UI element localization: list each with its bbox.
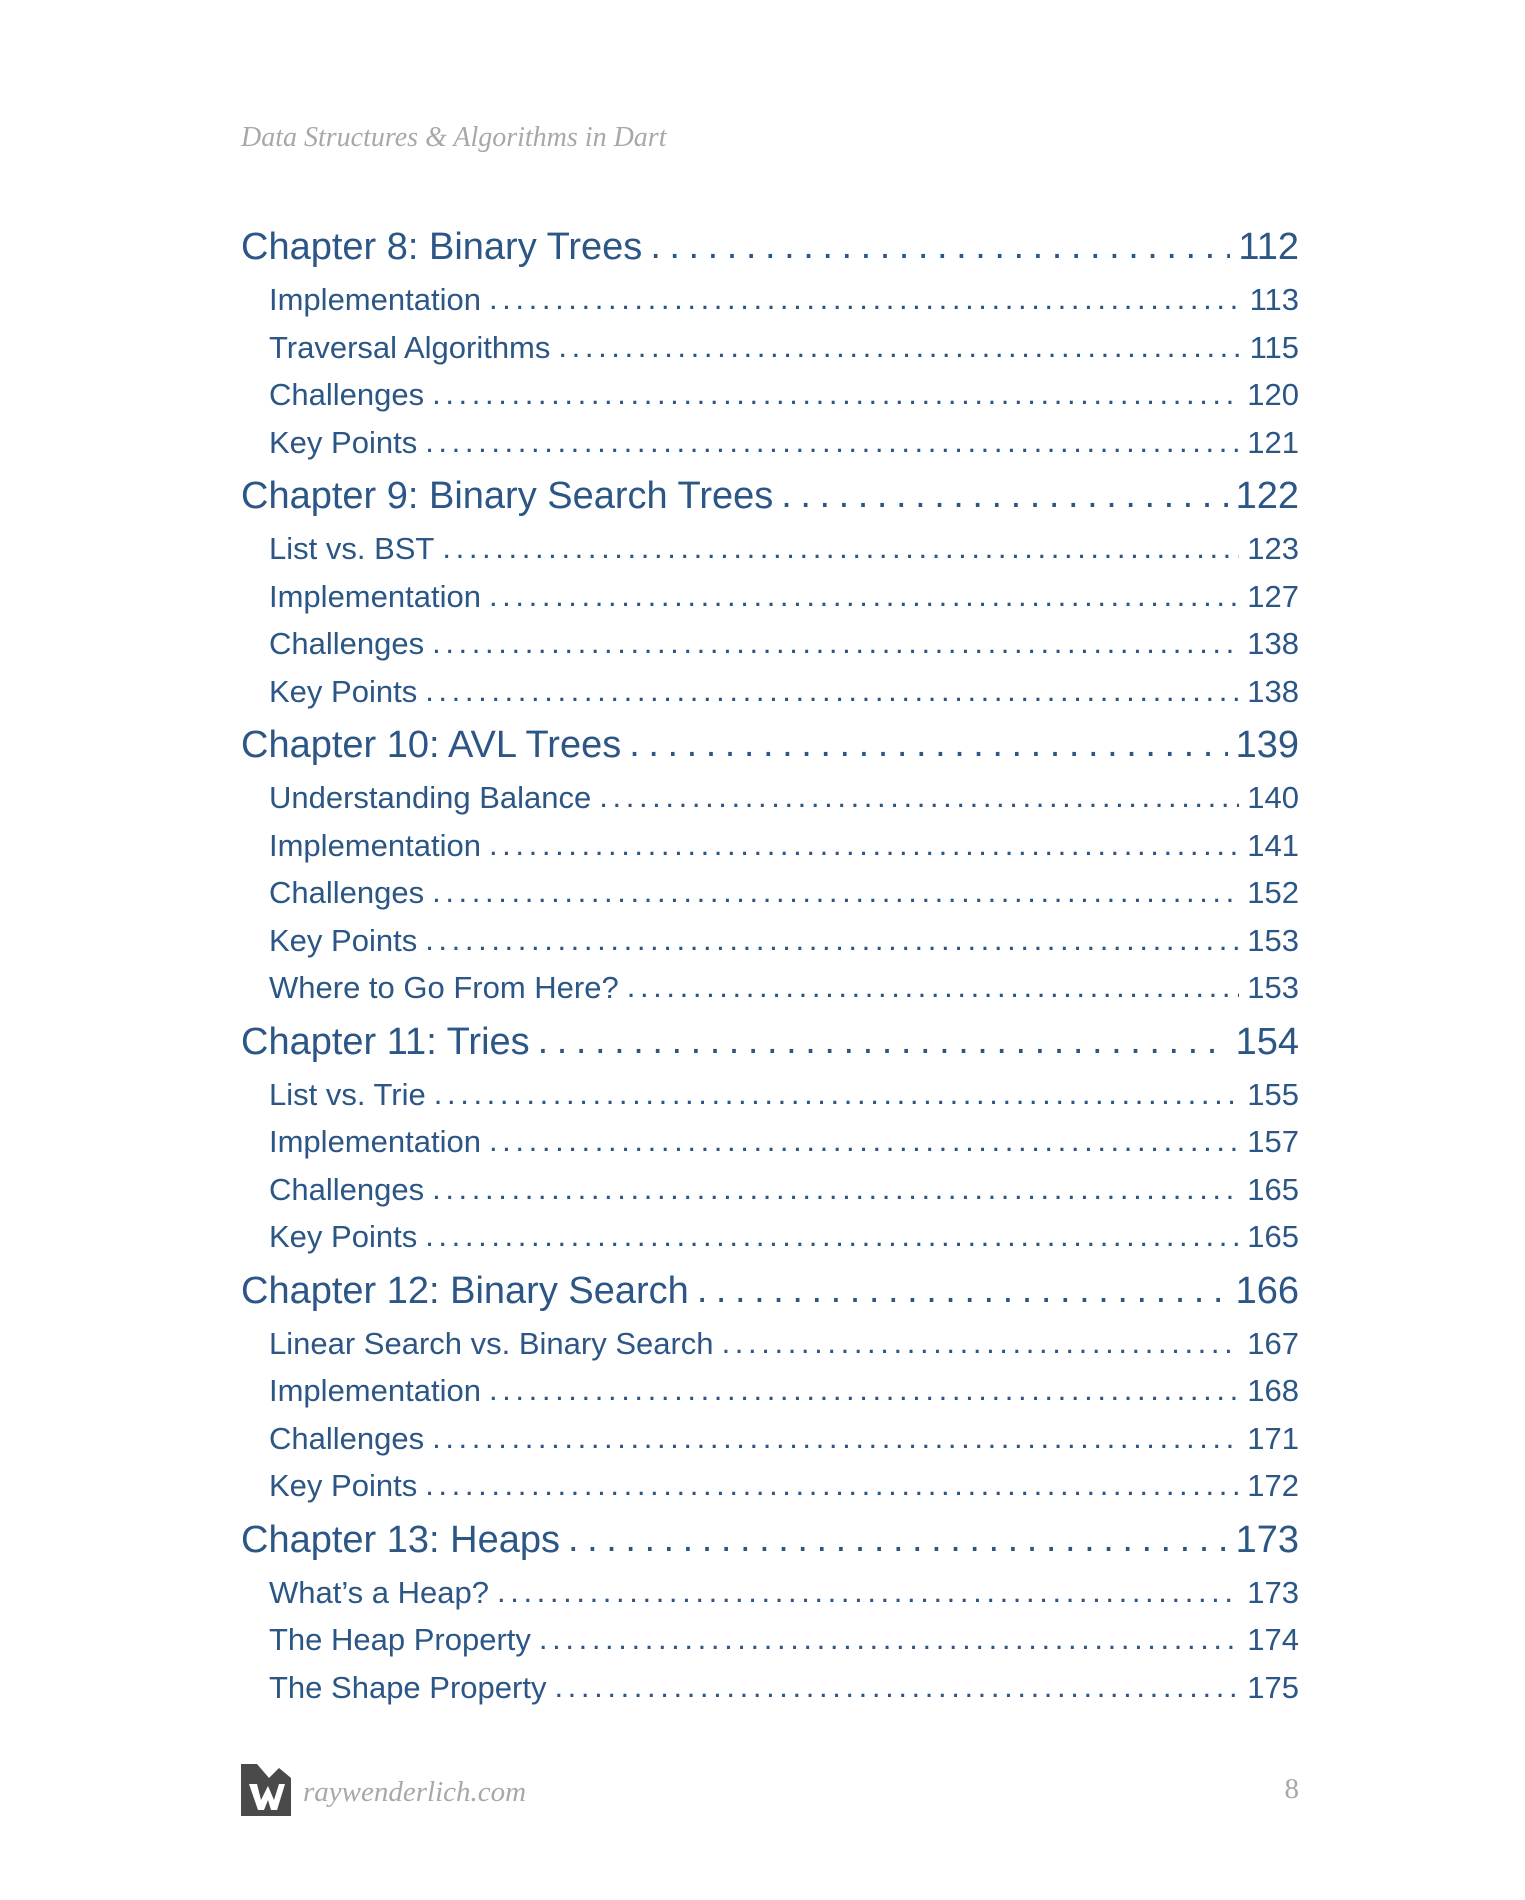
toc-section-link[interactable] [241, 1670, 1299, 1718]
toc-section-link[interactable] [241, 425, 1299, 473]
toc-section-title: Linear Search vs. Binary Search [269, 1325, 714, 1361]
toc-section-link[interactable] [241, 626, 1299, 674]
toc-section-page: 171 [1247, 1420, 1299, 1456]
toc-section-page: 153 [1247, 970, 1299, 1005]
toc-section-title: List vs. Trie [269, 1076, 426, 1112]
toc-chapter [241, 1270, 1299, 1516]
dot-leader [558, 329, 1241, 365]
toc-section-title: Where to Go From Here? [269, 970, 619, 1005]
toc-section-title: Key Points [269, 1219, 418, 1254]
toc-section-title: Key Points [269, 1468, 418, 1503]
dot-leader [434, 1076, 1240, 1112]
dot-leader [425, 922, 1239, 958]
toc-section-link[interactable] [241, 1172, 1299, 1220]
toc-section-page: 140 [1247, 780, 1299, 815]
dot-leader [697, 1269, 1228, 1312]
toc-section-title: Challenges [269, 377, 425, 412]
toc-section-title: Implementation [269, 1124, 481, 1159]
toc-section-title: Traversal Algorithms [269, 329, 551, 365]
toc-section-page: 113 [1249, 282, 1299, 317]
toc-chapter-title: Chapter 9: Binary Search Trees [241, 475, 774, 517]
dot-leader [781, 474, 1227, 517]
dot-leader [432, 1171, 1239, 1207]
dot-leader [629, 723, 1227, 766]
toc-section-title: Implementation [269, 827, 481, 863]
dot-leader [627, 969, 1240, 1005]
toc-section-page: 174 [1247, 1622, 1299, 1657]
dot-leader [722, 1325, 1240, 1361]
toc-section-title: Implementation [269, 1373, 481, 1408]
toc-chapter-link[interactable] [241, 1519, 1299, 1575]
toc-section-link[interactable] [241, 330, 1299, 378]
toc-section-link[interactable] [241, 282, 1299, 330]
toc-section-title: The Heap Property [269, 1622, 531, 1657]
toc-chapter-page: 139 [1235, 724, 1299, 766]
dot-leader [432, 874, 1239, 910]
toc-section-page: 173 [1247, 1574, 1299, 1610]
toc-section-page: 152 [1247, 875, 1299, 910]
toc-section-page: 165 [1247, 1219, 1299, 1254]
dot-leader [425, 673, 1239, 709]
toc-chapter-title: Chapter 13: Heaps [241, 1518, 560, 1561]
toc-section-link[interactable] [241, 1077, 1299, 1125]
toc-chapter [241, 1519, 1299, 1718]
toc-section-title: Challenges [269, 875, 425, 910]
toc-section-list [241, 780, 1299, 1018]
toc-section-page: 123 [1247, 531, 1299, 566]
toc-section-link[interactable] [241, 531, 1299, 579]
dot-leader [425, 424, 1239, 460]
toc-chapter-page: 112 [1238, 226, 1299, 268]
toc-section-title: List vs. BST [269, 531, 435, 566]
page-number: 8 [1284, 1773, 1299, 1805]
toc-chapter-link[interactable] [241, 1021, 1299, 1077]
toc-section-page: 121 [1247, 424, 1299, 460]
dot-leader [650, 225, 1230, 268]
toc-section-page: 120 [1247, 377, 1299, 412]
raywenderlich-logo-icon [241, 1764, 291, 1816]
dot-leader [489, 1123, 1239, 1159]
toc-chapter [241, 475, 1299, 721]
toc-section-title: Challenges [269, 1171, 425, 1207]
dot-leader [489, 281, 1242, 317]
footer-site-link[interactable]: raywenderlich.com [303, 1776, 527, 1808]
toc-section-title: Challenges [269, 626, 425, 661]
toc-section-link[interactable] [241, 579, 1299, 627]
toc-chapter [241, 226, 1299, 472]
dot-leader [432, 625, 1239, 661]
toc-section-page: 172 [1247, 1468, 1299, 1503]
toc-section-link[interactable] [241, 970, 1299, 1018]
toc-section-page: 165 [1247, 1171, 1299, 1207]
toc-chapter-link[interactable] [241, 724, 1299, 780]
toc-section-title: Implementation [269, 282, 481, 317]
toc-section-title: Challenges [269, 1420, 425, 1456]
toc-section-page: 153 [1247, 922, 1299, 958]
toc-section-link[interactable] [241, 780, 1299, 828]
toc-section-list [241, 1077, 1299, 1267]
toc-chapter [241, 1021, 1299, 1267]
dot-leader [497, 1574, 1239, 1610]
toc-chapter-title: Chapter 11: Tries [241, 1020, 530, 1063]
toc-chapter-title: Chapter 10: AVL Trees [241, 724, 622, 766]
toc-section-link[interactable] [241, 1219, 1299, 1267]
toc-chapter-title: Chapter 12: Binary Search [241, 1269, 689, 1312]
toc-section-title: The Shape Property [269, 1669, 547, 1705]
dot-leader [489, 578, 1239, 614]
dot-leader [539, 1621, 1239, 1657]
toc-section-list [241, 1575, 1299, 1718]
toc-section-title: Key Points [269, 922, 418, 958]
toc-chapter-link[interactable] [241, 226, 1299, 282]
running-header: Data Structures & Algorithms in Dart [241, 122, 667, 153]
toc-section-link[interactable] [241, 875, 1299, 923]
toc-section-list [241, 531, 1299, 721]
dot-leader [425, 1218, 1239, 1254]
toc-chapter-link[interactable] [241, 1270, 1299, 1326]
toc-chapter-title: Chapter 8: Binary Trees [241, 226, 643, 268]
toc-section-title: Key Points [269, 673, 418, 709]
toc-section-page: 157 [1247, 1124, 1299, 1159]
toc-section-link[interactable] [241, 1373, 1299, 1421]
dot-leader [442, 530, 1239, 566]
toc-chapter-page: 166 [1235, 1269, 1299, 1312]
toc-section-title: Understanding Balance [269, 780, 592, 815]
toc-section-page: 175 [1247, 1669, 1299, 1705]
toc-section-link[interactable] [241, 1622, 1299, 1670]
toc-section-link[interactable] [241, 1326, 1299, 1374]
dot-leader [568, 1518, 1228, 1561]
dot-leader [432, 1420, 1239, 1456]
page-footer [241, 1764, 1299, 1820]
toc-section-title: Key Points [269, 424, 418, 460]
toc-chapter-page: 173 [1235, 1518, 1299, 1561]
toc-section-title: Implementation [269, 578, 481, 614]
toc-chapter-page: 154 [1235, 1020, 1299, 1063]
toc-chapter [241, 724, 1299, 1018]
toc-section-list [241, 282, 1299, 472]
toc-section-link[interactable] [241, 1468, 1299, 1516]
dot-leader [554, 1669, 1239, 1705]
table-of-contents [241, 226, 1299, 1720]
toc-section-link[interactable] [241, 828, 1299, 876]
toc-section-page: 168 [1247, 1373, 1299, 1408]
toc-section-title: What’s a Heap? [269, 1574, 489, 1610]
toc-section-page: 138 [1247, 673, 1299, 709]
dot-leader [538, 1020, 1228, 1063]
toc-section-page: 167 [1247, 1325, 1299, 1361]
toc-section-link[interactable] [241, 1124, 1299, 1172]
toc-section-link[interactable] [241, 674, 1299, 722]
dot-leader [489, 1372, 1239, 1408]
toc-section-page: 138 [1247, 626, 1299, 661]
toc-chapter-link[interactable] [241, 475, 1299, 531]
toc-chapter-page: 122 [1235, 475, 1299, 517]
toc-section-page: 127 [1247, 578, 1299, 614]
toc-section-link[interactable] [241, 1421, 1299, 1469]
toc-section-page: 155 [1247, 1076, 1299, 1112]
toc-section-list [241, 1326, 1299, 1516]
toc-section-page: 115 [1249, 329, 1299, 365]
dot-leader [599, 779, 1239, 815]
dot-leader [425, 1467, 1239, 1503]
toc-section-page: 141 [1247, 827, 1299, 863]
toc-section-link[interactable] [241, 923, 1299, 971]
toc-section-link[interactable] [241, 377, 1299, 425]
dot-leader [432, 376, 1239, 412]
dot-leader [489, 827, 1239, 863]
toc-section-link[interactable] [241, 1575, 1299, 1623]
